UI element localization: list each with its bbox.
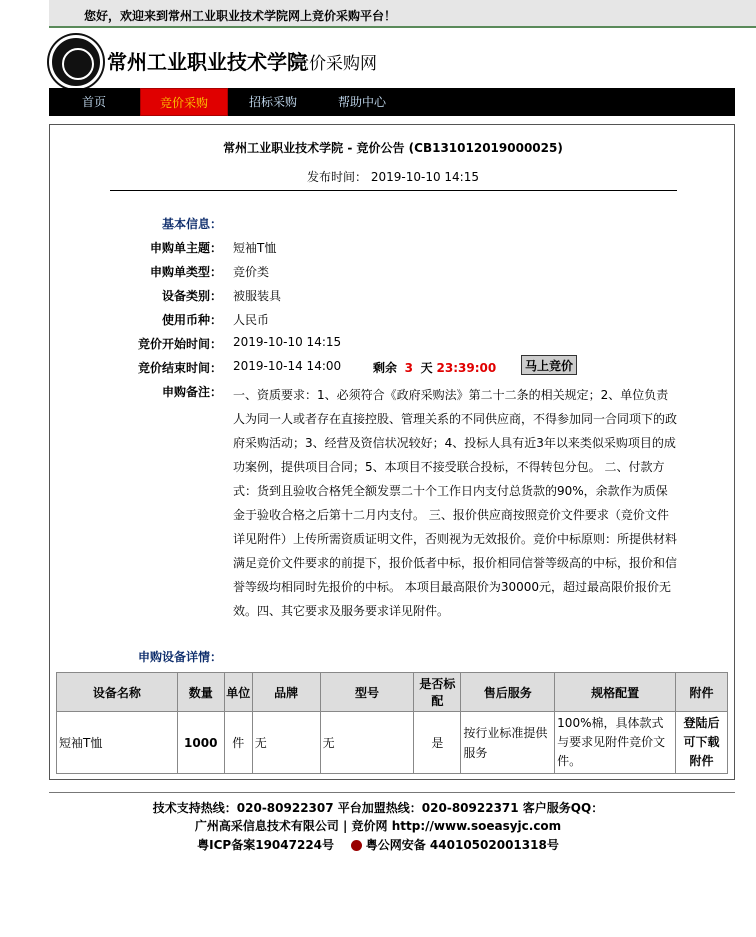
field-value: 被服装具 bbox=[233, 289, 282, 303]
cell-attachment[interactable]: 登陆后可下载附件 bbox=[675, 712, 727, 774]
field-value: 2019-10-10 14:15 bbox=[233, 335, 342, 349]
basic-info-label: 基本信息： bbox=[161, 217, 222, 231]
police-badge-icon bbox=[351, 840, 362, 851]
col-header: 售后服务 bbox=[461, 673, 555, 712]
site-name: 竞价采购网 bbox=[292, 54, 377, 74]
field-value: 竞价类 bbox=[233, 265, 270, 279]
col-header: 附件 bbox=[675, 673, 727, 712]
field-label: 竞价结束时间： bbox=[137, 361, 222, 375]
field-label: 申购单类型： bbox=[149, 265, 222, 279]
police-record-link[interactable]: 粤公网安备 44010502001318号 bbox=[365, 838, 559, 852]
publish-value: 2019-10-10 14:15 bbox=[370, 170, 479, 184]
remark-text: 一、资质要求：1、必须符合《政府采购法》第二十二条的相关规定；2、单位负责人为同一人或者存在直接控股、管理关系的不同供应商，不得参加同一合同项下的政府采购活动；3、经营及资信状况较好；4、投标人具有近3年以来类似采购项目的成功案例，提供项目合同；5、本项目不接受联合投标，不得转包分包。 二、付款方式：货到且验收合格凭全额发票二十个工作日内支付总货款的90%，余款作为质保金于验收合格之后第十二月内支付。 三、报价供应商按照竞价文件要求（竞价文件详见附件）上传所需资质证明文件，否则视为无效报价。竞价中标原则：所提供材料满足竞价文件要求的前提下，报价低者中标，报价相同信誉等级高的中标，报价和信誉等级均相同时先报价的中标。 本项目最高限价为30000元，超过最高限价报价无效。四、其它要求及服务要求详见附件。 bbox=[233, 388, 678, 618]
col-header: 数量 bbox=[177, 673, 224, 712]
nav-tender[interactable]: 招标采购 bbox=[248, 95, 297, 109]
footer-divider bbox=[49, 792, 735, 793]
notice-panel bbox=[49, 124, 735, 780]
col-header: 型号 bbox=[320, 673, 414, 712]
cell-unit: 件 bbox=[224, 712, 252, 774]
school-logo-icon bbox=[49, 35, 103, 89]
days-unit: 天 bbox=[420, 361, 433, 375]
field-value: 短袖T恤 bbox=[233, 241, 277, 255]
col-header: 品牌 bbox=[252, 673, 320, 712]
col-header: 规格配置 bbox=[555, 673, 676, 712]
nav-home[interactable]: 首页 bbox=[81, 95, 106, 109]
footer-company[interactable]: 广州高采信息技术有限公司 | 竞价网 http://www.soeasyjc.com bbox=[194, 819, 562, 833]
cell-standard: 是 bbox=[414, 712, 461, 774]
remark-label: 申购备注： bbox=[161, 385, 222, 399]
cell-service: 按行业标准提供服务 bbox=[461, 712, 555, 774]
main-nav bbox=[49, 88, 735, 116]
bid-now-button[interactable]: 马上竞价 bbox=[521, 355, 577, 375]
cell-model: 无 bbox=[320, 712, 414, 774]
school-name: 常州工业职业技术学院 bbox=[107, 50, 307, 74]
nav-bidding[interactable]: 竞价采购 bbox=[140, 88, 228, 116]
field-label: 申购单主题： bbox=[149, 241, 222, 255]
field-label: 使用币种： bbox=[161, 313, 222, 327]
nav-help[interactable]: 帮助中心 bbox=[337, 95, 386, 109]
footer-record bbox=[0, 836, 756, 853]
footer-hotline: 技术支持热线：020-80922307 平台加盟热线：020-80922371 客户服务QQ： bbox=[152, 801, 604, 815]
remaining-time: 23:39:00 bbox=[436, 361, 497, 375]
col-header: 是否标配 bbox=[414, 673, 461, 712]
table-row bbox=[57, 712, 728, 774]
cell-name: 短袖T恤 bbox=[57, 712, 178, 774]
cell-brand: 无 bbox=[252, 712, 320, 774]
field-label: 竞价开始时间： bbox=[137, 337, 222, 351]
remaining-days: 3 bbox=[404, 361, 414, 375]
col-header: 单位 bbox=[224, 673, 252, 712]
icp-link[interactable]: 粤ICP备案19047224号 bbox=[197, 838, 335, 852]
col-header: 设备名称 bbox=[57, 673, 178, 712]
table-header-row bbox=[57, 673, 728, 712]
remaining-label: 剩余 bbox=[373, 361, 398, 375]
field-value: 人民币 bbox=[233, 313, 270, 327]
publish-label: 发布时间： bbox=[307, 170, 368, 184]
field-label: 设备类别： bbox=[161, 289, 222, 303]
welcome-text: 您好，欢迎来到常州工业职业技术学院网上竞价采购平台！ bbox=[84, 9, 397, 23]
cell-qty: 1000 bbox=[177, 712, 224, 774]
field-value: 2019-10-14 14:00 bbox=[233, 359, 342, 373]
equipment-table bbox=[56, 672, 728, 774]
cell-spec: 100%棉，具体款式与要求见附件竞价文件。 bbox=[555, 712, 676, 774]
countdown bbox=[373, 359, 496, 376]
divider bbox=[110, 190, 677, 191]
details-label: 申购设备详情： bbox=[137, 650, 222, 664]
publish-time bbox=[50, 168, 736, 185]
notice-title: 常州工业职业技术学院 - 竞价公告 (CB131012019000025) bbox=[223, 141, 563, 155]
welcome-bar bbox=[49, 0, 756, 28]
